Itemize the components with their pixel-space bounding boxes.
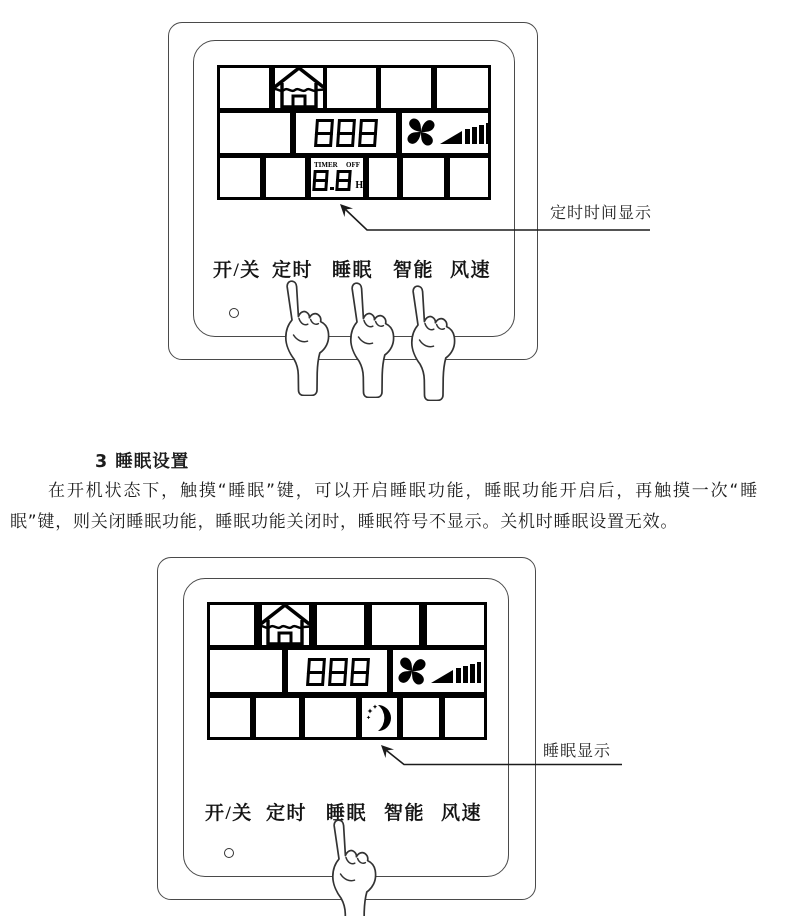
touch-button-timer: 定时: [266, 803, 308, 824]
lcd-cell: [256, 698, 299, 737]
lcd-cell timer-display-cell: [311, 158, 363, 197]
lcd-cell: [220, 158, 260, 197]
main-temp-display: [313, 119, 379, 147]
lcd-cell: [437, 68, 488, 108]
home-airflow-icon: [259, 600, 311, 650]
lcd-cell: [305, 698, 356, 737]
touch-button-power: 开/关: [213, 260, 261, 281]
touch-button-sleep: 睡眠: [332, 260, 374, 281]
main-temp-display: [305, 658, 371, 686]
annotation-label-sleep-display: 睡眠显示: [543, 743, 612, 760]
touch-button-fanspeed: 风速: [450, 260, 492, 281]
fan-speed-bars-icon: [440, 122, 490, 144]
lcd-cell: [210, 650, 282, 692]
lcd-cell: [210, 605, 254, 645]
lcd-cell: [427, 605, 484, 645]
lcd-cell: [266, 158, 305, 197]
lcd-cell: [381, 68, 431, 108]
lcd-cell: [327, 68, 376, 108]
lcd-cell: [210, 698, 250, 737]
pointing-hand-icon: [398, 283, 460, 401]
touch-button-smart: 智能: [393, 260, 435, 281]
lcd-cell: [220, 113, 290, 153]
fan-speed-bars-icon: [431, 661, 481, 683]
lcd-cell: [403, 698, 439, 737]
pointing-hand-icon: [272, 278, 334, 396]
touch-button-fanspeed: 风速: [441, 803, 483, 824]
annotation-label-timer-display: 定时时间显示: [550, 205, 653, 222]
lcd-cell: [220, 68, 269, 108]
section-heading: 3 睡眠设置: [95, 452, 190, 472]
led-indicator: [224, 848, 234, 858]
lcd-cell: [403, 158, 444, 197]
lcd-display-grid: [217, 65, 491, 200]
led-indicator: [229, 308, 239, 318]
fan-blades-icon: [395, 654, 429, 688]
timer-hours-display: [311, 170, 354, 191]
timer-label: TIMER: [314, 161, 338, 169]
lcd-cell: [372, 605, 419, 645]
touch-button-power: 开/关: [205, 803, 253, 824]
home-airflow-icon: [273, 63, 325, 113]
sleep-moon-icon: [365, 703, 395, 733]
lcd-cell: [317, 605, 364, 645]
pointing-hand-icon: [337, 280, 399, 398]
timer-unit-label: H: [355, 180, 364, 191]
lcd-cell: [369, 158, 397, 197]
lcd-display-grid: [207, 602, 487, 740]
lcd-cell: [450, 158, 488, 197]
touch-button-smart: 智能: [384, 803, 426, 824]
fan-blades-icon: [404, 115, 438, 149]
pointing-hand-icon: [319, 817, 381, 916]
lcd-cell: [445, 698, 484, 737]
touch-button-sleep: 睡眠: [326, 803, 368, 824]
section-body: 在开机状态下，触摸“睡眠”键，可以开启睡眠功能，睡眠功能开启后，再触摸一次“睡眠”键，则关闭睡眠功能，睡眠功能关闭时，睡眠符号不显示。关机时睡眠设置无效。: [10, 481, 758, 532]
touch-button-timer: 定时: [272, 260, 314, 281]
timer-off-label: OFF: [346, 161, 360, 169]
